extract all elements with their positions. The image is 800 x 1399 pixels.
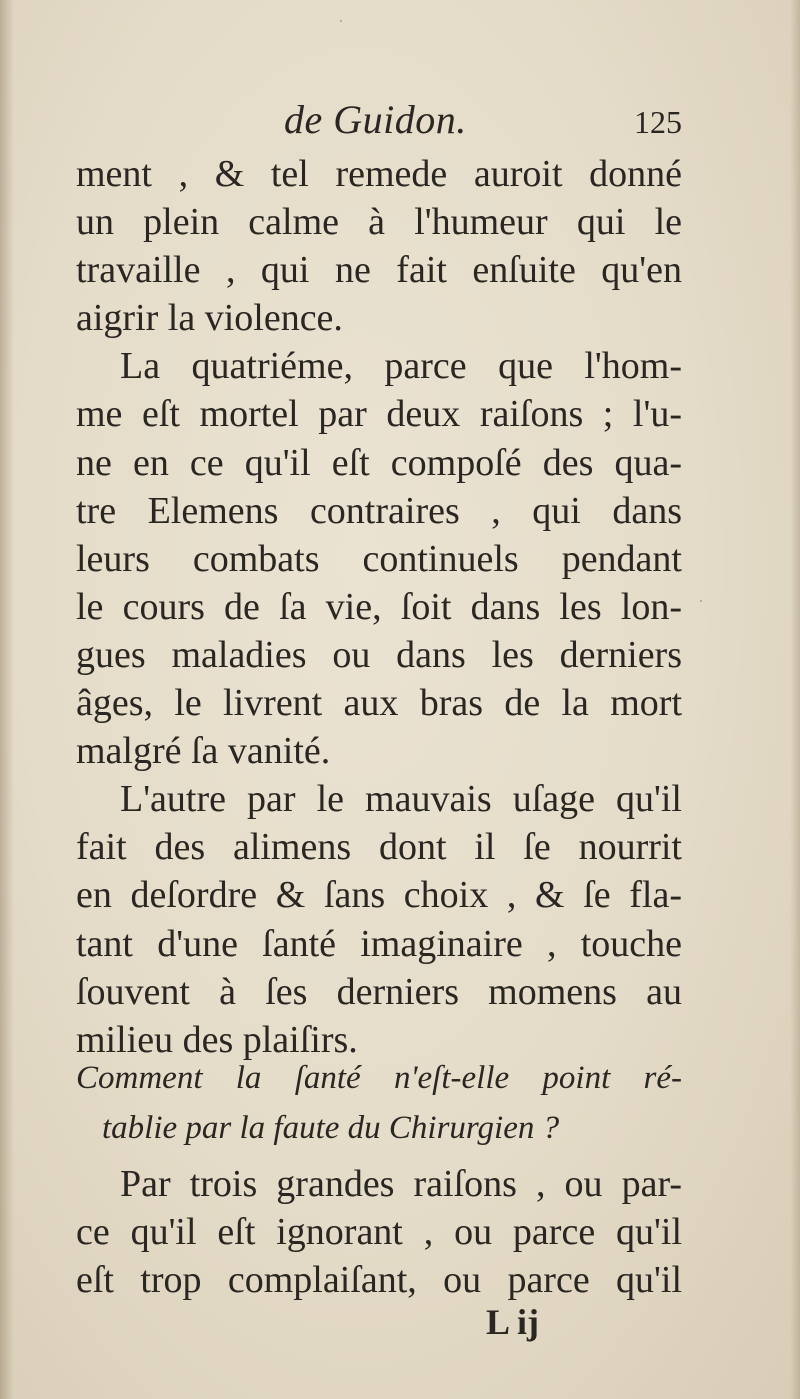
text-line: un plein calme à l'humeur qui le (76, 201, 682, 244)
text-line: La quatriéme, parce que l'hom- (120, 345, 682, 388)
paper-speck (520, 990, 523, 993)
text-line: ment , & tel remede auroit donné (76, 153, 682, 195)
heading-line: tablie par la faute du Chirurgien ? (102, 1110, 560, 1146)
text-line: fait des alimens dont il ſe nourrit (76, 826, 682, 869)
page-header (78, 98, 682, 146)
page-shadow-right (790, 0, 800, 1399)
text-line: âges, le livrent aux bras de la mort (76, 682, 682, 725)
heading-line: Comment la ſanté n'eſt-elle point ré- (76, 1060, 682, 1096)
text-line: ſouvent à ſes derniers momens au (76, 970, 682, 1013)
text-line: leurs combats continuels pendant (76, 537, 682, 580)
question-heading (76, 1053, 682, 1153)
body-text-upper (76, 150, 682, 1064)
page-shadow-left (0, 0, 14, 1399)
text-line: tant d'une ſanté imaginaire , touche (76, 922, 682, 965)
text-line: gues maladies ou dans les derniers (76, 633, 682, 676)
text-line: le cours de ſa vie, ſoit dans les lon- (76, 585, 682, 628)
text-line: Par trois grandes raiſons , ou par- (120, 1163, 682, 1205)
text-line: me eſt mortel par deux raiſons ; l'u- (76, 393, 682, 436)
text-line: aigrir la violence. (76, 297, 343, 340)
paper-speck (340, 20, 342, 22)
text-line: ce qu'il eſt ignorant , ou parce qu'il (76, 1211, 682, 1254)
text-line: eſt trop complaiſant, ou parce qu'il (76, 1259, 682, 1302)
text-line: travaille , qui ne fait enſuite qu'en (76, 249, 682, 292)
page-number: 125 (634, 104, 682, 140)
signature-mark: L ij (486, 1302, 540, 1342)
text-line: L'autre par le mauvais uſage qu'il (120, 778, 682, 821)
running-head: de Guidon. (284, 97, 467, 142)
text-line: ne en ce qu'il eſt compoſé des qua- (76, 441, 682, 484)
body-text-lower (76, 1160, 682, 1304)
text-line: malgré ſa vanité. (76, 730, 331, 773)
text-line: en deſordre & ſans choix , & ſe fla- (76, 874, 682, 917)
text-line: tre Elemens contraires , qui dans (76, 489, 682, 532)
text-line: milieu des plaiſirs. (76, 1018, 358, 1061)
paper-speck (700, 600, 702, 602)
